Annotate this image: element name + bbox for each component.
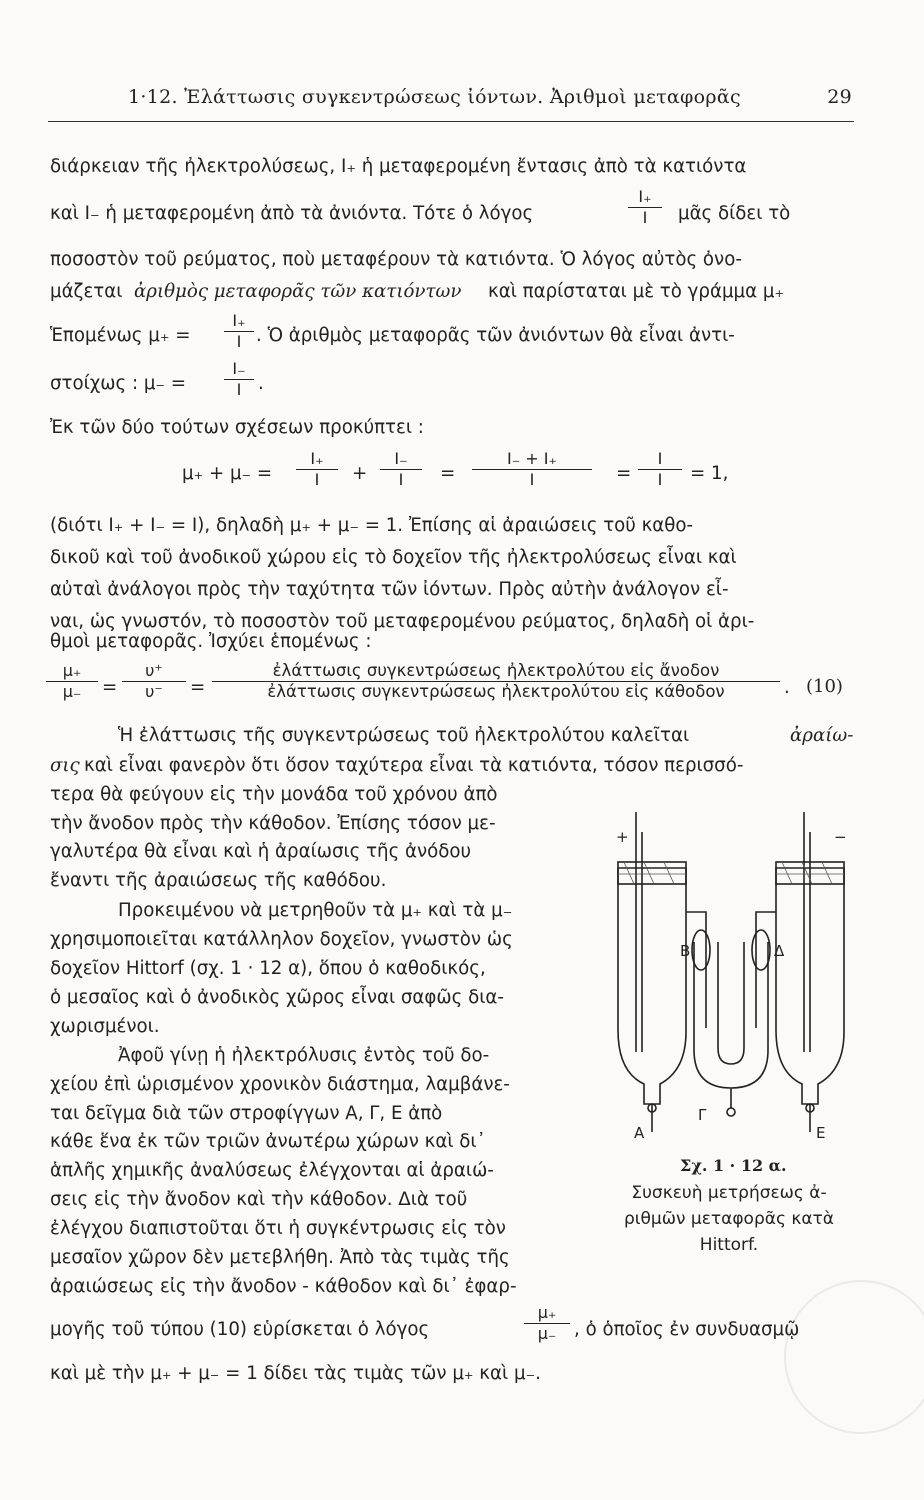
text-line: ἔναντι τῆς ἀραιώσεως τῆς καθόδου. [50, 870, 387, 891]
text-line: ἁπλῆς χημικῆς ἀναλύσεως ἐλέγχονται αἱ ἀραιώ- [50, 1160, 494, 1181]
fraction: μ₊ μ₋ [524, 1304, 570, 1343]
term-italic: σις [50, 755, 80, 776]
fraction: I₊ I [224, 312, 254, 351]
text-line: ἀραιώσεως εἰς τὴν ἄνοδον - κάθοδον καὶ δι᾽ ἐφαρ- [50, 1276, 517, 1297]
fraction: I₋ I [380, 450, 422, 489]
text-line: γαλυτέρα θὰ εἶναι καὶ ἡ ἀραίωσις τῆς ἀνόδου [50, 841, 472, 862]
text-line: καὶ εἶναι φανερὸν ὅτι ὅσον ταχύτερα εἶναι τὰ κατιόντα, τόσον περισσό- [84, 755, 744, 776]
text-line: Προκειμένου νὰ μετρηθοῦν τὰ μ₊ καὶ τὰ μ₋ [118, 900, 513, 921]
text-line: ται δεῖγμα διὰ τῶν στροφίγγων Α, Γ, Ε ἀπὸ [50, 1103, 443, 1124]
equation-part: μ₊ + μ₋ = [182, 463, 273, 484]
text-line: θμοὶ μεταφορᾶς. Ἰσχύει ἑπομένως : [50, 631, 372, 652]
fraction: I₊ I [628, 188, 662, 227]
text-line: ναι, ὡς γνωστόν, τὸ ποσοστὸν τοῦ μεταφερομένου ρεύματος, δηλαδὴ οἱ ἀρι- [50, 611, 755, 632]
text-line: (διότι I₊ + I₋ = I), δηλαδὴ μ₊ + μ₋ = 1. Ἐπίσης αἱ ἀραιώσεις τοῦ καθο- [50, 515, 694, 536]
fraction: I₋ + I₊ I [472, 450, 592, 489]
label-a: Α [634, 1124, 645, 1142]
caption-line: Hittorf. [699, 1235, 759, 1255]
text-line: Ἐκ τῶν δύο τούτων σχέσεων προκύπτει : [50, 417, 424, 438]
fraction: I₋ I [224, 360, 254, 399]
label-gamma: Γ [698, 1106, 707, 1124]
left-stopper [618, 862, 686, 884]
plus-label: + [616, 828, 629, 846]
text-line: Ἡ ἐλάττωσις τῆς συγκεντρώσεως τοῦ ἠλεκτρολύτου καλεῖται [118, 725, 690, 746]
text-line: αὐταὶ ἀνάλογοι πρὸς τὴν ταχύτητα τῶν ἰόντων. Πρὸς αὐτὴν ἀνάλογον εἶ- [50, 579, 729, 600]
fraction: μ₊ μ₋ [46, 662, 98, 701]
fraction: I I [638, 450, 682, 489]
page-number: 29 [827, 86, 852, 108]
equation-part: = [102, 677, 118, 698]
hittorf-apparatus-figure [594, 812, 856, 1152]
fraction: ἐλάττωσις συγκεντρώσεως ἠλεκτρολύτου εἰς ἄνοδον ἐλάττωσις συγκεντρώσεως ἠλεκτρολύτου εἰς κάθοδον [212, 662, 780, 701]
text-line: χείου ἐπὶ ὡρισμένον χρονικὸν διάστημα, λαμβάνε- [50, 1074, 510, 1095]
term-italic: ἀριθμὸς μεταφορᾶς τῶν κατιόντων [134, 281, 462, 302]
equation-part: = [440, 463, 456, 484]
text-line: καὶ παρίσταται μὲ τὸ γράμμα μ₊ [488, 281, 785, 302]
figure-caption-title: Σχ. 1 · 12 α. [680, 1156, 787, 1175]
text-line: κάθε ἕνα ἐκ τῶν τριῶν ἀνωτέρω χώρων καὶ δι᾽ [50, 1131, 486, 1152]
caption-line: ριθμῶν μεταφορᾶς κατὰ [623, 1209, 834, 1229]
text-line: Ἀφοῦ γίνῃ ἡ ἠλεκτρόλυσις ἐντὸς τοῦ δο- [118, 1045, 490, 1066]
equation-part: . [784, 677, 790, 698]
text-line: μᾶς δίδει τὸ [678, 203, 791, 224]
text-line: ποσοστὸν τοῦ ρεύματος, ποὺ μεταφέρουν τὰ κατιόντα. Ὁ λόγος αὐτὸς ὀνο- [50, 249, 742, 270]
text-line: , ὁ ὁποῖος ἐν συνδυασμῷ [574, 1319, 800, 1340]
text-line: . [258, 373, 264, 394]
text-line: δοχεῖον Hittorf (σχ. 1 · 12 α), ὅπου ὁ καθοδικός, [50, 958, 486, 979]
equation-part: = [616, 463, 632, 484]
fraction: I₊ I [296, 450, 338, 489]
section-title: 1·12. Ἐλάττωσις συγκεντρώσεως ἰόντων. Ἀριθμοὶ μεταφορᾶς [128, 86, 741, 108]
caption-line: Συσκευὴ μετρήσεως ἀ- [631, 1183, 827, 1203]
text-line: διάρκειαν τῆς ἠλεκτρολύσεως, I₊ ἡ μεταφερομένη ἔντασις ἀπὸ τὰ κατιόντα [50, 156, 747, 177]
text-line: δικοῦ καὶ τοῦ ἀνοδικοῦ χώρου εἰς τὸ δοχεῖον τῆς ἠλεκτρολύσεως εἶναι καὶ [50, 547, 737, 568]
equation-part: + [352, 463, 368, 484]
text-line: καὶ I₋ ἡ μεταφερομένη ἀπὸ τὰ ἀνιόντα. Τότε ὁ λόγος [50, 203, 534, 224]
label-b: Β [680, 942, 691, 960]
text-line: . Ὁ ἀριθμὸς μεταφορᾶς τῶν ἀνιόντων θὰ εἶναι ἀντι- [256, 325, 735, 346]
text-line: μάζεται [50, 281, 123, 302]
minus-label: − [834, 828, 847, 846]
text-line: τερα θὰ φεύγουν εἰς τὴν μονάδα τοῦ χρόνου ἀπὸ [50, 784, 498, 805]
equation-part: = [190, 677, 206, 698]
fraction: υ⁺ υ⁻ [122, 662, 186, 701]
cathode-vessel [618, 868, 686, 1104]
header-rule [48, 121, 854, 122]
text-line: σεις εἰς τὴν ἄνοδον καὶ τὴν κάθοδον. Διὰ τοῦ [50, 1189, 468, 1210]
text-line: Ἑπομένως μ₊ = [50, 325, 191, 346]
text-line: μεσαῖον χῶρον δὲν μετεβλήθη. Ἀπὸ τὰς τιμὰς τῆς [50, 1247, 510, 1268]
figure-caption [598, 1180, 860, 1258]
label-e: Ε [816, 1124, 826, 1142]
text-line: χρησιμοποιεῖται κατάλληλον δοχεῖον, γνωστὸν ὡς [50, 929, 513, 950]
hittorf-apparatus-drawing [594, 812, 856, 1152]
text-line: καὶ μὲ τὴν μ₊ + μ₋ = 1 δίδει τὰς τιμὰς τῶν μ₊ καὶ μ₋. [50, 1363, 541, 1384]
middle-u-tube [694, 942, 768, 1088]
library-stamp [784, 1280, 924, 1434]
text-line: ἐλέγχου διαπιστοῦται ὅτι ἡ συγκέντρωσις εἰς τὸν [50, 1218, 506, 1239]
label-delta: Δ [774, 942, 785, 960]
equation-part: = 1, [690, 463, 729, 484]
text-line: χωρισμένοι. [50, 1016, 160, 1037]
equation-number: (10) [806, 676, 843, 697]
text-line: στοίχως : μ₋ = [50, 373, 187, 394]
text-line: ὁ μεσαῖος καὶ ὁ ἀνοδικὸς χῶρος εἶναι σαφῶς δια- [50, 987, 504, 1008]
text-line: τὴν ἄνοδον πρὸς τὴν κάθοδον. Ἐπίσης τόσον με- [50, 813, 496, 834]
text-line: μογῆς τοῦ τύπου (10) εὑρίσκεται ὁ λόγος [50, 1319, 430, 1340]
term-italic: ἀραίω- [790, 725, 854, 746]
